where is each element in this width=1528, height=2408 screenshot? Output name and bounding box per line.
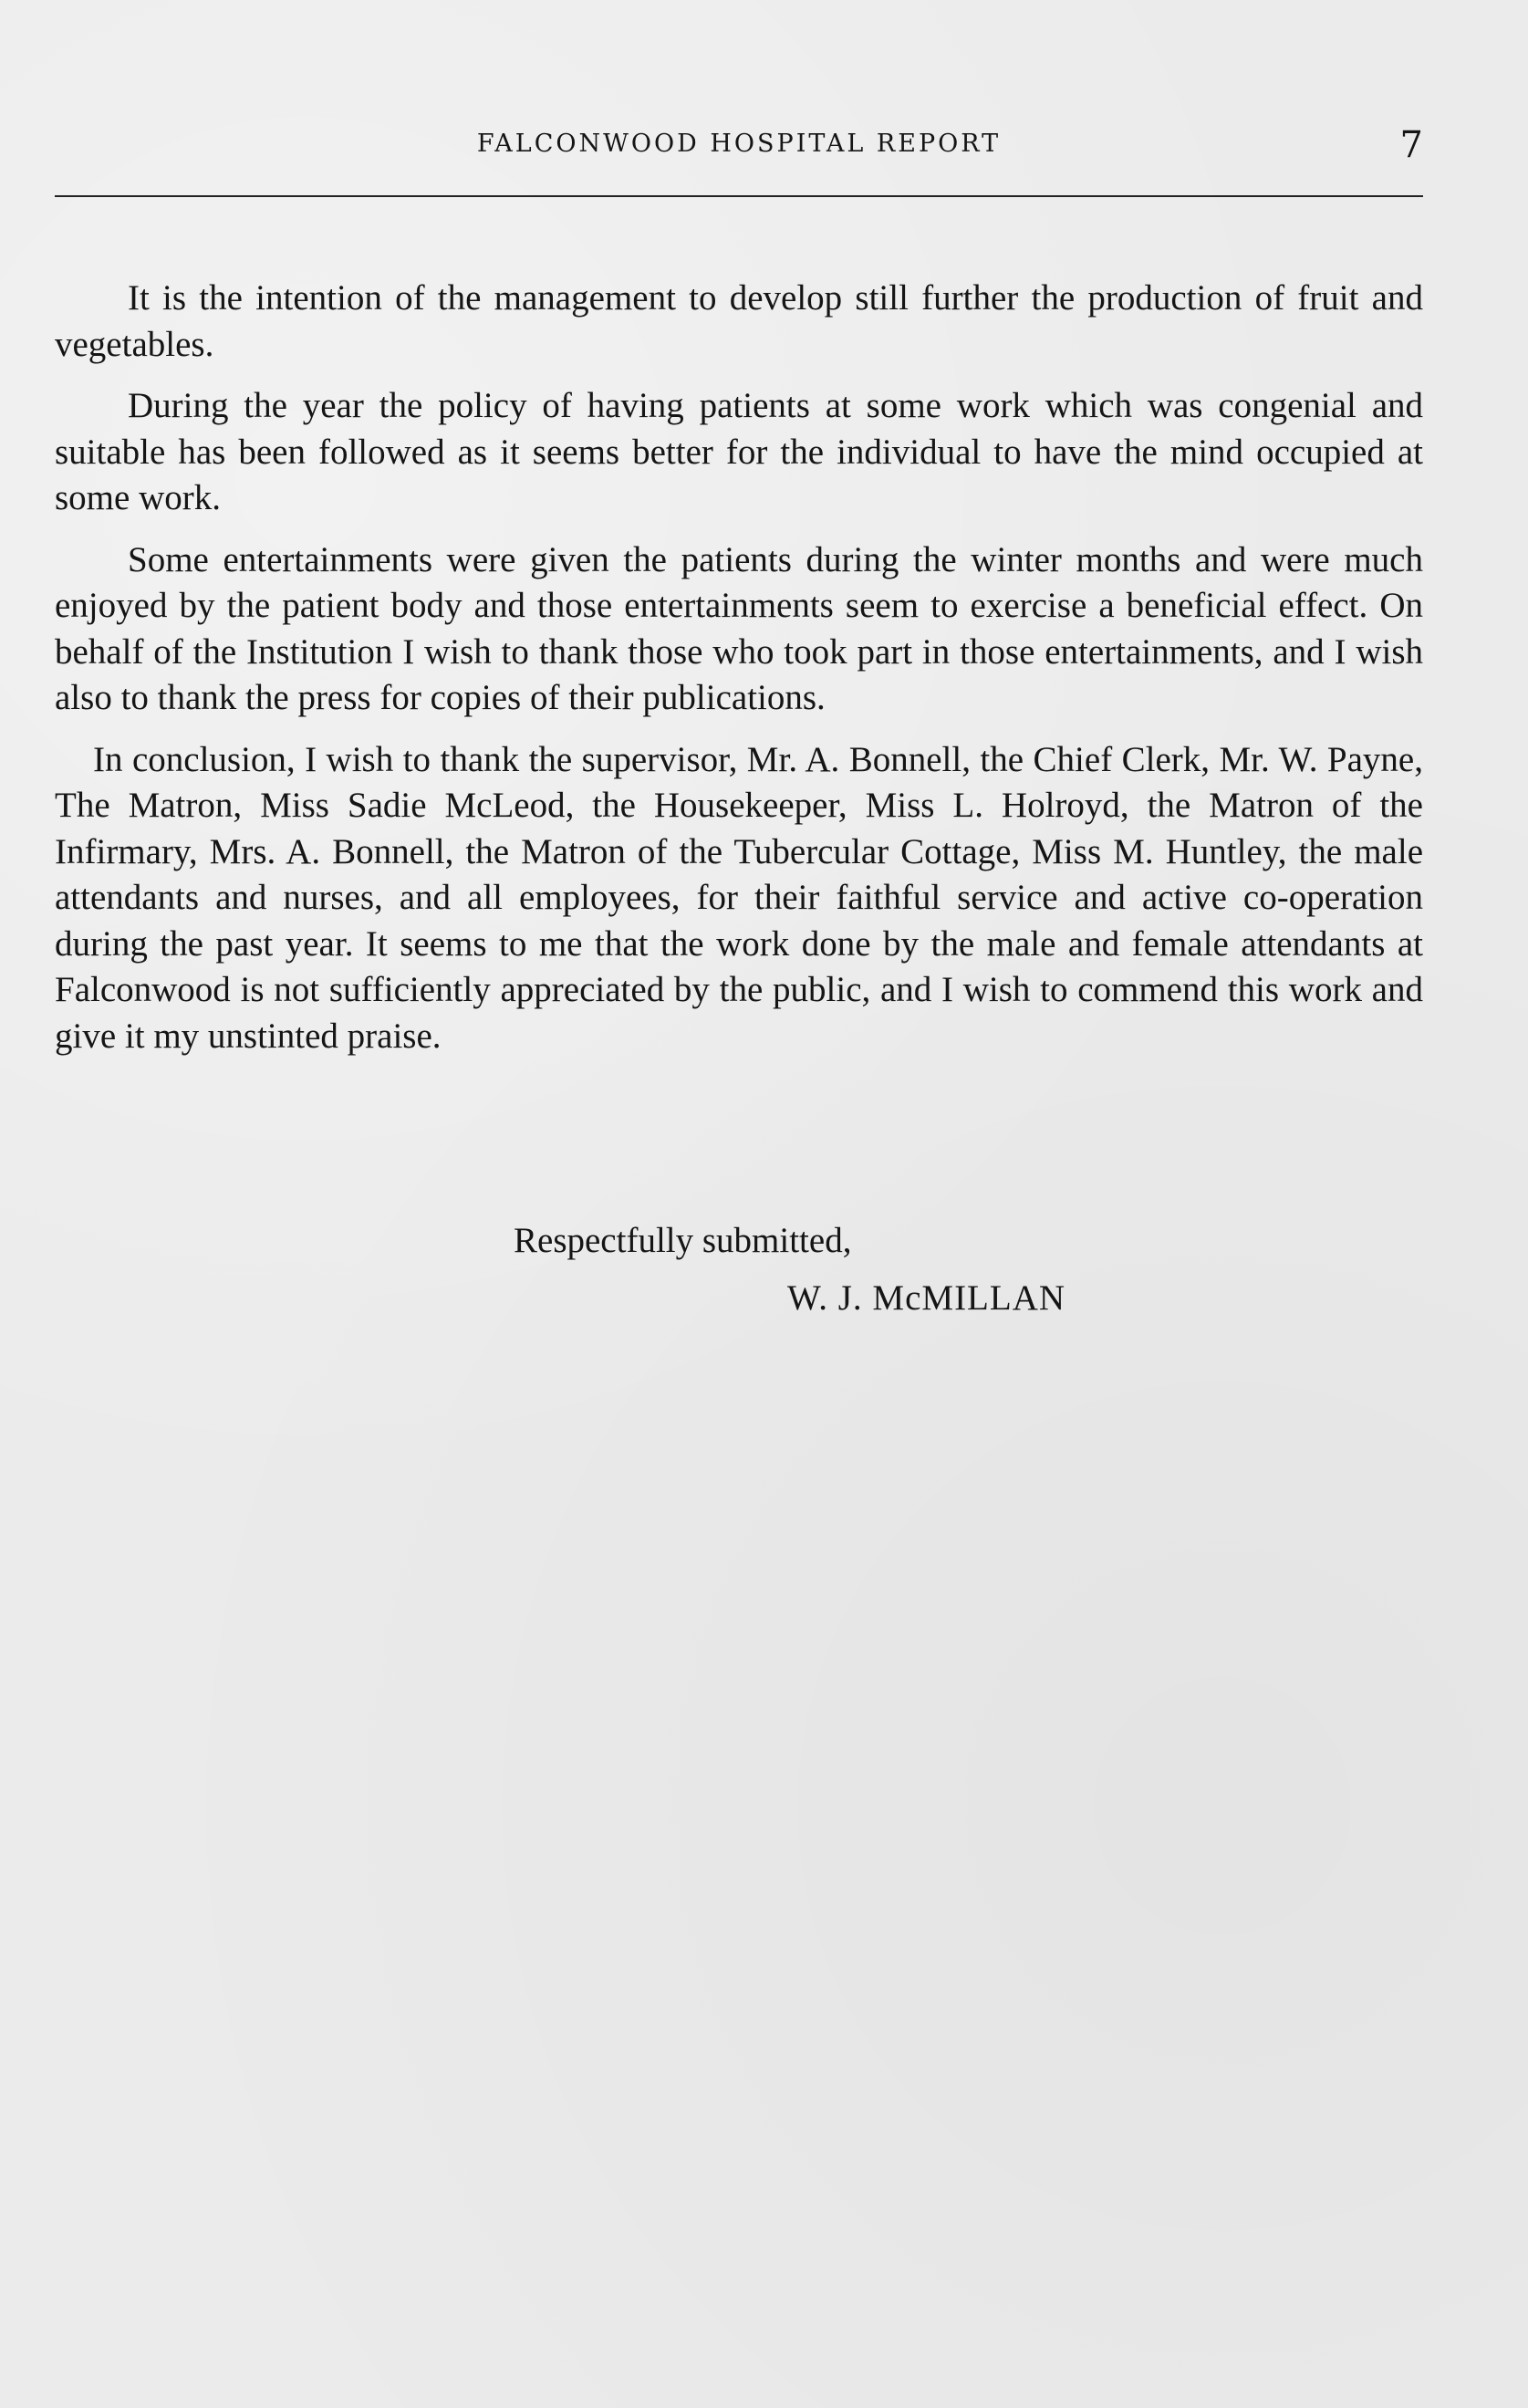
page-header — [55, 124, 1423, 175]
signature-name: W. J. McMILLAN — [787, 1278, 1066, 1318]
paragraph-entertainments: Some entertainments were given the patients during the winter months and were much enjoyed by the patient body and those entertainments seem to exercise a beneficial effect. On behalf of the Institution I wish to thank those who took part in those entertainments, and I wish also to thank the press for copies of their publications. — [55, 539, 1423, 717]
running-title: FALCONWOOD HOSPITAL REPORT — [476, 130, 1002, 158]
header-rule — [55, 195, 1423, 197]
paragraph-fruit-vegetables: It is the intention of the management to develop still further the production of fruit and vegetables. — [55, 278, 1423, 364]
paragraph-patient-work: During the year the policy of having patients at some work which was congenial and suitable has been followed as it seems better for the individual to have the mind occupied at some work. — [55, 386, 1423, 517]
closing-phrase: Respectfully submitted, — [514, 1221, 852, 1260]
paragraph-conclusion: In conclusion, I wish to thank the supervisor, Mr. A. Bonnell, the Chief Clerk, Mr. W. Payne, The Matron, Miss Sadie McLeod, the Housekeeper, Miss L. Holroyd, the Matron of the Infirmary, Mrs. A. Bonnell, the Matron of the Tubercular Cottage, Miss M. Huntley, the male attendants and nurses, and all employees, for their faithful service and active co-operation during the past year. It seems to me that the work done by the male and female attendants at Falconwood is not sufficiently appreciated by the public, and I wish to commend this work and give it my unstinted praise. — [55, 739, 1423, 1056]
page-number: 7 — [1399, 124, 1423, 166]
closing-block — [0, 1220, 1528, 1329]
body-text — [55, 276, 1423, 1075]
